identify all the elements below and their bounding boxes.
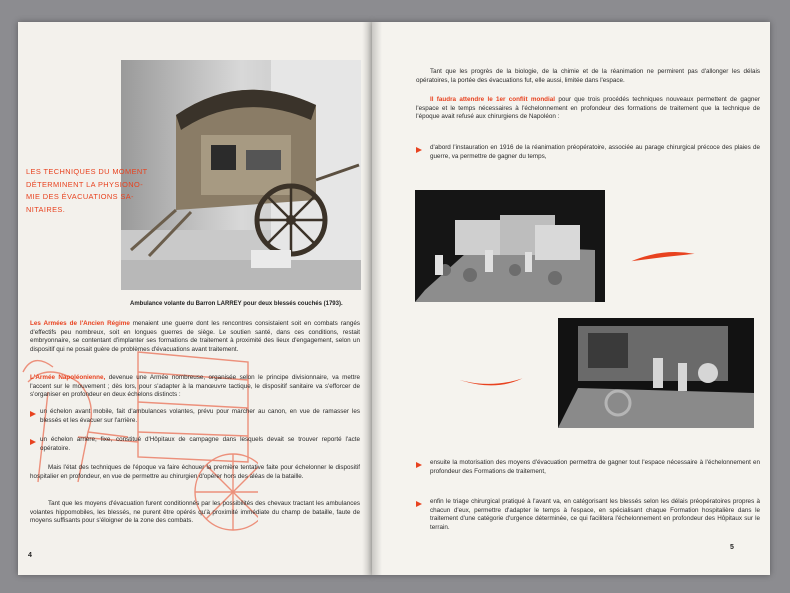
photo-caption: Ambulance volante du Barron LARREY pour deux blessés couchés (1793). (130, 301, 343, 307)
paragraph-ancien-regime (30, 320, 360, 355)
ambulance-photo (121, 60, 361, 290)
bullet-echelon-avant: un échelon avant mobile, fait d'ambulances volantes, prévu pour marcher au canon, en vue de ramasser les blessés et les évacuer sur l'arrière. (40, 408, 360, 424)
paragraph-etat-techniques: Mais l'état des techniques de l'époque va faire échouer la première tentative faite pour échelonner le dispositif hospitalier en profondeur, en vue de permettre au chirurgien d'opérer hors des aléas de la bataille. (30, 464, 360, 480)
ambulance-models-illustration-2 (558, 318, 754, 428)
page-number-left: 4 (28, 552, 32, 559)
conflit-mondial-lead: Il faudra attendre le 1er conflit mondial (430, 96, 556, 103)
ancien-regime-text: menaient une guerre dont les rencontres consistaient soit en combats rangés d'effectifs peu nombreux, soit en longues guerres de siège. Le soutien santé, dans ces conditions, restait embryonnaire, se contentant d'implanter ses formations de traitement à proximité des lieux d'engagement, selon un dispositif qui ne posait guère de problèmes d'évacuations avant traitement. (30, 320, 360, 354)
red-swash-1 (622, 248, 704, 270)
bullet-echelon-arriere: un échelon arrière, fixe, constitué d'Hôpitaux de campagne dans lesquels devait se trouver reporté l'acte opératoire. (40, 436, 360, 452)
book-gutter (362, 22, 382, 575)
right-page (372, 22, 770, 575)
ambulance-illustration (121, 60, 361, 290)
paragraph-conflit-mondial (416, 96, 760, 122)
paragraph-armee-napoleonienne (30, 374, 360, 400)
ancien-regime-lead: Les Armées de l'Ancien Régime (30, 320, 130, 327)
ambulance-models-illustration-1 (415, 190, 605, 302)
bullet-reanimation: d'abord l'instauration en 1916 de la réanimation préopératoire, associée au parage chirurgical précoce des plaies de guerre, va permettre de gagner du temps, (430, 144, 760, 160)
bullet-arrow-icon (30, 411, 36, 417)
page-number-right: 5 (730, 544, 734, 551)
section-heading: LES TECHNIQUES DU MOMENT DÉTERMINENT LA PHYSIONO-MIE DES ÉVACUATIONS SA-NITAIRES. (26, 167, 148, 214)
bullet-arrow-icon (30, 439, 36, 445)
bullet-arrow-icon (416, 501, 422, 507)
napoleonienne-lead: L'Armée Napoléonienne, (30, 374, 106, 381)
left-page (18, 22, 372, 575)
bullet-arrow-icon (416, 147, 422, 153)
ambulance-models-photo-1 (415, 190, 605, 302)
napoleonienne-text: devenue une Armée nombreuse, organisée selon le principe divisionnaire, va mettre l'accent sur le mouvement ; dès lors, pour s'adapter à la manœuvre tactique, le dispositif sanitaire va s'efforcer de s'organiser en profondeur en deux échelons distincts : (30, 374, 360, 399)
red-swash-2 (450, 374, 532, 396)
bullet-motorisation: ensuite la motorisation des moyens d'évacuation permettra de gagner tout l'espace nécessaire à l'échelonnement en profondeur des Formations de traitement, (430, 459, 760, 475)
conflit-mondial-text: pour que trois procédés techniques nouveaux permettent de gagner l'espace et le temps nécessaires à l'échelonnement en profondeur des formations de traitement que la technique de l'époque avait refusé aux chirurgiens de Napoléon : (416, 96, 760, 121)
paragraph-progres-biologie: Tant que les progrès de la biologie, de la chimie et de la réanimation ne permirent pas d'allonger les délais opératoires, la portée des évacuations fut, elle aussi, limitée dans l'espace. (416, 68, 760, 84)
bullet-triage: enfin le triage chirurgical pratiqué à l'avant va, en catégorisant les blessés selon les délais préopératoires propres à chacun d'eux, permettre d'adapter le temps à l'espace, en spécialisant chaque Formation hospitalière dans le traitement d'une catégorie d'urgence déterminée, ce qui facilitera l'échelonnement en profondeur des Hôpitaux sur le terrain. (430, 498, 760, 532)
bullet-arrow-icon (416, 462, 422, 468)
ambulance-models-photo-2 (558, 318, 754, 428)
paragraph-moyens-evacuation: Tant que les moyens d'évacuation furent conditionnés par les possibilités des chevaux tractant les ambulances volantes hippomobiles, les blessés, ne purent être opérés qu'à proximité immédiate du champ de bataille, faute de moyens suffisants pour s'éloigner de la zone des combats. (30, 500, 360, 525)
